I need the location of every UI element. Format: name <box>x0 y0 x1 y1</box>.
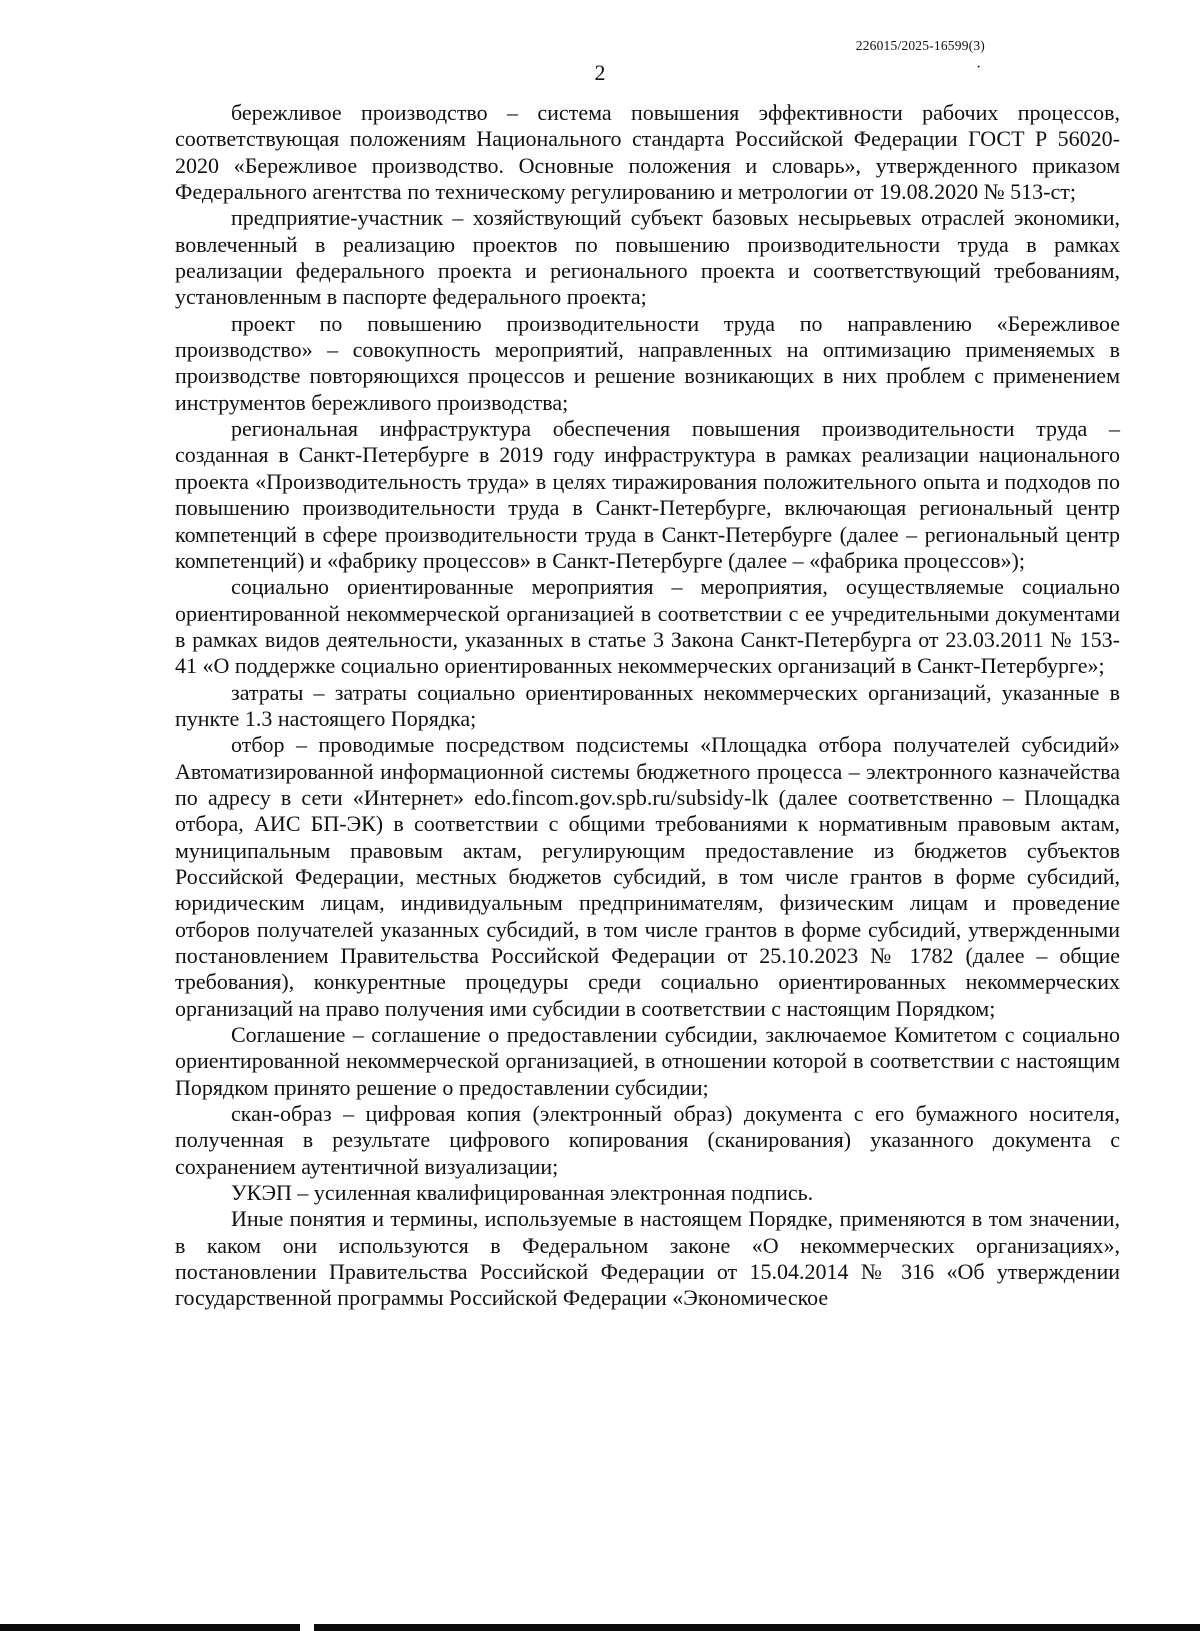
definition-participating-enterprise: предприятие-участник – хозяйствующий субъект базовых несырьевых отраслей экономики, вовлеченный в реализацию проектов по повышению производительности труда в рамках реализации федерального проекта и регионального проекта и соответствующий требованиям, установленным в паспорте федерального проекта; <box>175 205 1120 310</box>
paragraph-other-terms: Иные понятия и термины, используемые в настоящем Порядке, применяются в том значении, в каком они используются в Федеральном законе «О некоммерческих организациях», постановлении Правительства Российской Федерации от 15.04.2014 № 316 «Об утверждении государственной программы Российской Федерации «Экономическое <box>175 1206 1120 1311</box>
definition-costs: затраты – затраты социально ориентированных некоммерческих организаций, указанные в пункте 1.3 настоящего Порядка; <box>175 679 1120 731</box>
definition-scan-image: скан-образ – цифровая копия (электронный образ) документа с его бумажного носителя, полученная в результате цифрового копирования (сканирования) указанного документа с сохранением аутентичной визуализации; <box>175 1101 1120 1179</box>
definition-socially-oriented-activities: социально ориентированные мероприятия – мероприятия, осуществляемые социально ориентированной некоммерческой организацией в соответствии с ее учредительными документами в рамках видов деятельности, указанных в статье 3 Закона Санкт-Петербурга от 23.03.2011 № 153-41 «О поддержке социально ориентированных некоммерческих организаций в Санкт-Петербурге»; <box>175 574 1120 679</box>
definition-productivity-project: проект по повышению производительности труда по направлению «Бережливое производство» – совокупность мероприятий, направленных на оптимизацию применяемых в производстве повторяющихся процессов и решение возникающих в них проблем с применением инструментов бережливого производства; <box>175 310 1120 415</box>
scan-bottom-edge <box>0 1624 1200 1631</box>
document-body <box>175 100 1120 1312</box>
scan-bottom-edge-gap <box>300 1624 314 1631</box>
definition-qualified-signature: УКЭП – усиленная квалифицированная электронная подпись. <box>231 1180 814 1206</box>
definition-regional-infrastructure: региональная инфраструктура обеспечения повышения производительности труда – созданная в Санкт-Петербурге в 2019 году инфраструктура в рамках реализации национального проекта «Производительность труда» в целях тиражирования положительного опыта и подходов по повышению производительности труда в Санкт-Петербурге, включающая региональный центр компетенций в сфере производительности труда в Санкт-Петербурге (далее – региональный центр компетенций) и «фабрику процессов» в Санкт-Петербурге (далее – «фабрика процессов»); <box>175 416 1120 573</box>
definition-lean-production: бережливое производство – система повышения эффективности рабочих процессов, соответствующая положениям Национального стандарта Российской Федерации ГОСТ Р 56020-2020 «Бережливое производство. Основные положения и словарь», утвержденного приказом Федерального агентства по техническому регулированию и метрологии от 19.08.2020 № 513-ст; <box>175 100 1120 205</box>
document-registration-number: 226015/2025-16599(3) <box>855 38 985 53</box>
definition-agreement: Соглашение – соглашение о предоставлении субсидии, заключаемое Комитетом с социально ориентированной некоммерческой организацией, в отношении которой в соответствии с настоящим Порядком принято решение о предоставлении субсидии; <box>175 1022 1120 1100</box>
page-number: 2 <box>594 60 606 85</box>
definition-selection: отбор – проводимые посредством подсистемы «Площадка отбора получателей субсидий» Автоматизированной информационной системы бюджетного процесса – электронного казначейства по адресу в сети «Интернет» edo.fincom.gov.spb.ru/subsidy-lk (далее соответственно – Площадка отбора, АИС БП-ЭК) в соответствии с общими требованиями к нормативным правовым актам, муниципальным правовым актам, регулирующим предоставление из бюджетов субъектов Российской Федерации, местных бюджетов субсидий, в том числе грантов в форме субсидий, юридическим лицам, индивидуальным предпринимателям, физическим лицам и проведение отборов получателей указанных субсидий, в том числе грантов в форме субсидий, утвержденными постановлением Правительства Российской Федерации от 25.10.2023 № 1782 (далее – общие требования), конкурентные процедуры среди социально ориентированных некоммерческих организаций на право получения ими субсидии в соответствии с настоящим Порядком; <box>175 732 1120 1021</box>
scan-artifact-mark: · <box>976 59 982 76</box>
